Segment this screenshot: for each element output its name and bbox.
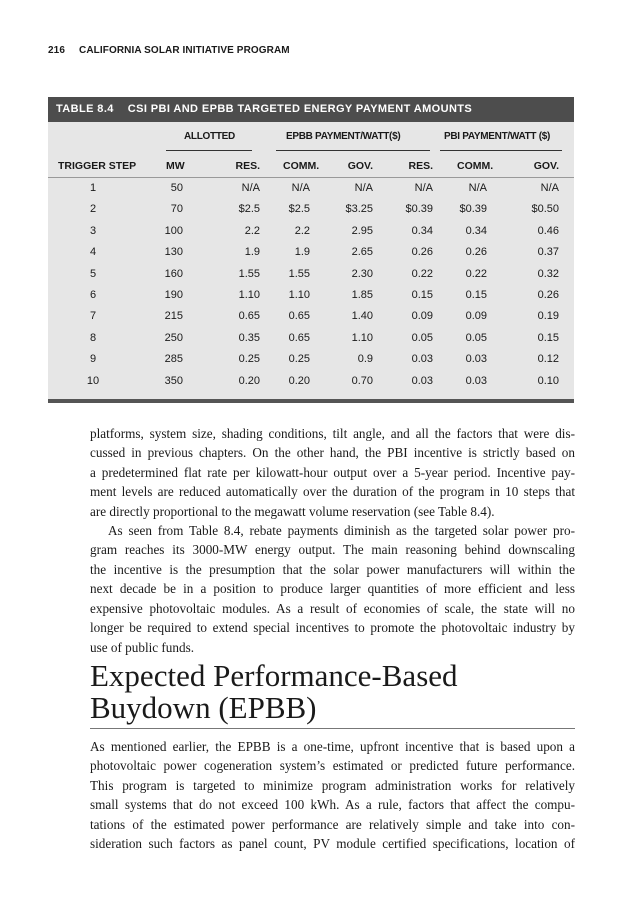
table-cell: $2.5	[288, 203, 310, 216]
group-underline	[276, 150, 430, 151]
table-cell: 2.65	[351, 246, 373, 259]
group-header-pbi: PBI PAYMENT/WATT ($)	[444, 131, 551, 142]
section-heading-line-1: Expected Performance-Based	[90, 658, 458, 693]
table-cell: $2.5	[238, 203, 260, 216]
text-line: As seen from Table 8.4, rebate payments diminish as the targeted solar power pro-	[108, 523, 575, 538]
column-header: COMM.	[283, 160, 320, 172]
table-cell: 190	[164, 289, 183, 301]
table-cell: 1	[89, 182, 97, 194]
text-line: ment levels are reduced automatically over the duration of the program in 10 steps that	[90, 484, 575, 500]
text-line: photovoltaic power cogeneration system’s estimated or predicted future performance.	[90, 758, 575, 774]
table-cell: 0.03	[465, 353, 487, 366]
section-heading-line-2: Buydown (EPBB)	[90, 690, 317, 725]
table-cell: 0.34	[465, 224, 487, 237]
table-cell: 7	[89, 310, 97, 323]
text-line: cussed in previous chapters. On the other hand, the PBI incentive is strictly based on	[90, 445, 575, 461]
table-cell: 2	[89, 203, 97, 216]
table-cell: 0.20	[238, 374, 260, 387]
table-cell: 9	[89, 353, 97, 366]
group-header-epbb: EPBB PAYMENT/WATT($)	[286, 131, 401, 142]
table-cell: 100	[164, 224, 183, 237]
table-cell: 1.9	[294, 246, 310, 259]
table-cell: 0.65	[288, 331, 310, 344]
table-title: CSI PBI AND EPBB TARGETED ENERGY PAYMENT AMOUNTS	[127, 103, 473, 115]
group-underline	[440, 150, 562, 151]
text-line: sideration such factors as panel count, PV module certified specifications, location of	[90, 836, 575, 852]
column-header: TRIGGER STEP	[58, 160, 137, 172]
table-cell: 0.09	[411, 310, 433, 323]
table-cell: 250	[164, 331, 183, 344]
table-cell: 0.19	[537, 310, 559, 323]
table-cell: 0.10	[537, 374, 559, 387]
text-line: longer be required to extend special incentives to promote the photovoltaic industry by	[90, 620, 575, 636]
table-row	[48, 265, 574, 285]
table-cell: 0.12	[537, 353, 559, 366]
text-line: tations of the estimated power performance are relatively simple and take into con-	[90, 816, 575, 832]
table-cell: 350	[164, 374, 183, 387]
table-cell: 0.25	[238, 353, 260, 366]
table-cell: 2.2	[294, 224, 310, 237]
table-cell: 1.10	[351, 331, 373, 344]
text-line: use of public funds.	[90, 639, 195, 655]
table-row	[48, 243, 574, 263]
table-row	[48, 286, 574, 306]
table-cell: 6	[89, 289, 97, 301]
running-head	[48, 45, 304, 56]
table-cell: 0.15	[537, 331, 559, 344]
header-divider	[48, 177, 574, 178]
table-label: TABLE 8.4	[56, 103, 114, 115]
table-row	[48, 329, 574, 349]
table-cell: 0.9	[357, 353, 373, 366]
paragraph-3	[90, 737, 575, 854]
table-cell: 0.03	[411, 374, 433, 387]
text-line: are directly proportional to the megawatt volume reservation (see Table 8.4).	[90, 503, 495, 519]
table-cell: 0.26	[465, 246, 487, 259]
table-row	[48, 200, 574, 220]
text-line: gram reaches its 3000-MW energy output. The main reasoning behind downscaling	[90, 542, 575, 558]
table-cell: 130	[164, 246, 183, 259]
table-cell: 70	[170, 203, 183, 216]
table-cell: $0.39	[405, 203, 433, 216]
table-cell: 0.03	[411, 353, 433, 366]
table-cell: 0.25	[288, 353, 310, 366]
table-row	[48, 307, 574, 327]
table-cell: 1.40	[351, 310, 373, 323]
table-cell: 0.46	[537, 224, 559, 237]
column-header: RES.	[408, 160, 433, 172]
table-cell: 5	[89, 267, 97, 280]
table-cell: 0.20	[288, 374, 310, 387]
table-cell: 2.30	[351, 267, 373, 280]
table-row	[48, 222, 574, 242]
group-header-allotted: ALLOTTED	[184, 131, 235, 142]
table-cell: 0.05	[465, 331, 487, 344]
payment-table	[48, 97, 574, 403]
table-cell: 0.65	[238, 310, 260, 323]
table-cell: 1.85	[351, 289, 373, 301]
table-cell: 0.09	[465, 310, 487, 323]
table-cell: 2.2	[244, 224, 260, 237]
table-cell: 8	[89, 331, 97, 344]
table-row	[48, 372, 574, 392]
table-cell: 0.32	[537, 267, 559, 280]
table-cell: $0.50	[531, 203, 559, 216]
table-cell: 0.03	[465, 374, 487, 387]
table-cell: 0.22	[465, 267, 487, 280]
table-cell: 285	[164, 353, 183, 366]
running-head-title: CALIFORNIA SOLAR INITIATIVE PROGRAM	[79, 45, 290, 56]
table-cell: 50	[170, 182, 183, 194]
table-cell: N/A	[540, 182, 559, 194]
column-header: GOV.	[347, 160, 373, 172]
table-cell: 2.95	[351, 224, 373, 237]
table-cell: 0.15	[411, 289, 433, 301]
table-row	[48, 179, 574, 199]
table-cell: 0.26	[411, 246, 433, 259]
table-cell: 0.26	[537, 289, 559, 301]
text-line: small systems that do not exceed 100 kWh. As a rule, factors that affect the compu-	[90, 797, 575, 813]
table-cell: N/A	[468, 182, 487, 194]
group-underline	[166, 150, 252, 151]
table-cell: N/A	[414, 182, 433, 194]
text-line: expensive photovoltaic modules. As a result of economies of scale, the state will no	[90, 600, 575, 616]
paragraph-1	[90, 424, 575, 521]
table-cell: $0.39	[459, 203, 487, 216]
column-header: COMM.	[457, 160, 494, 172]
table-cell: 1.55	[238, 267, 260, 280]
section-heading	[90, 660, 575, 729]
table-title-bar	[48, 97, 574, 122]
page-number: 216	[48, 45, 65, 56]
table-cell: 0.37	[537, 246, 559, 259]
text-line: a predetermined flat rate per kilowatt-hour output over a 5-year period. Incentive pay-	[90, 464, 575, 480]
column-header: MW	[166, 160, 185, 172]
text-line: platforms, system size, shading conditions, tilt angle, and all the factors that were dis-	[90, 426, 575, 441]
text-line: next decade be in a position to produce larger quantities of more efficient and less	[90, 581, 575, 597]
table-cell: 160	[164, 267, 183, 280]
column-header: GOV.	[533, 160, 559, 172]
table-cell: 1.9	[244, 246, 260, 259]
text-line: the incentive is the presumption that the solar power manufacturers will within the	[90, 561, 575, 577]
table-cell: 0.15	[465, 289, 487, 301]
table-cell: 0.22	[411, 267, 433, 280]
table-cell: 0.65	[288, 310, 310, 323]
table-cell: $3.25	[345, 203, 373, 216]
text-line: As mentioned earlier, the EPBB is a one-time, upfront incentive that is based upon a	[90, 739, 575, 754]
table-cell: 215	[164, 310, 183, 323]
table-cell: 4	[89, 246, 97, 259]
table-cell: 0.34	[411, 224, 433, 237]
table-cell: 0.70	[351, 374, 373, 387]
table-cell: N/A	[291, 182, 310, 194]
table-cell: 10	[86, 374, 100, 387]
table-cell: 3	[89, 224, 97, 237]
table-cell: 1.10	[238, 289, 260, 301]
table-cell: 1.10	[288, 289, 310, 301]
table-cell: N/A	[241, 182, 260, 194]
table-cell: 1.55	[288, 267, 310, 280]
table-cell: 0.35	[238, 331, 260, 344]
text-line: This program is targeted to minimize program administration works for relatively	[90, 777, 575, 793]
table-cell: 0.05	[411, 331, 433, 344]
table-cell: N/A	[354, 182, 373, 194]
column-header: RES.	[235, 160, 260, 172]
table-row	[48, 350, 574, 370]
paragraph-2	[90, 521, 575, 657]
